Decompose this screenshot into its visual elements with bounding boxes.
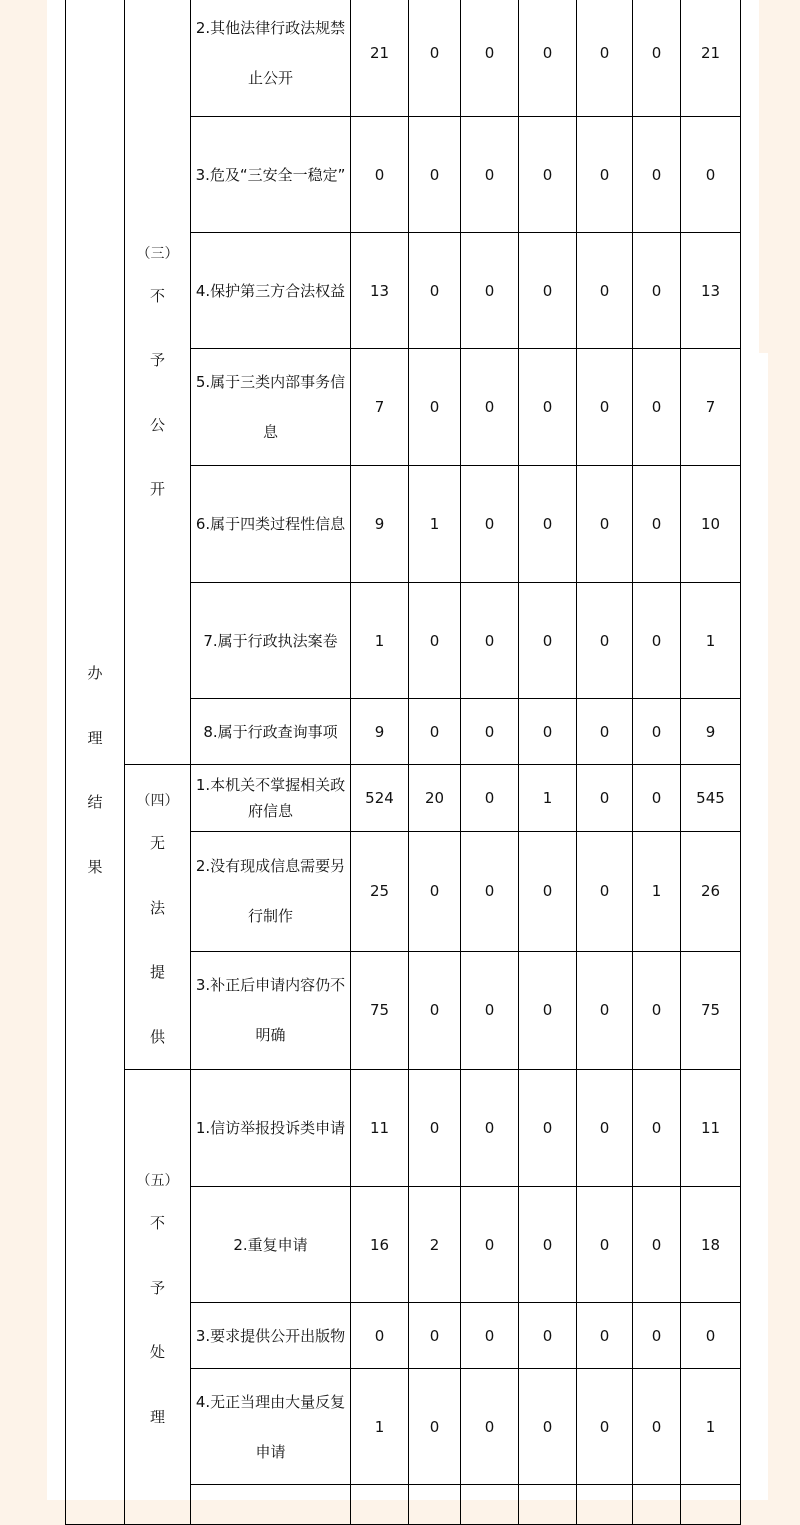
empty-cell xyxy=(351,1485,409,1525)
value-cell: 0 xyxy=(519,583,577,699)
subgroup-char: 法 xyxy=(149,898,165,917)
value-cell: 0 xyxy=(577,765,633,832)
subgroup-number: （四） xyxy=(136,793,179,809)
value-cell: 0 xyxy=(577,832,633,951)
value-cell: 0 xyxy=(577,951,633,1069)
empty-cell xyxy=(191,1485,351,1525)
value-cell: 0 xyxy=(519,699,577,765)
subgroup-char: 不 xyxy=(149,1214,165,1232)
value-cell: 0 xyxy=(633,1303,681,1369)
value-cell: 0 xyxy=(633,233,681,349)
value-cell: 1 xyxy=(681,1369,741,1485)
value-cell: 0 xyxy=(409,349,461,466)
value-cell: 0 xyxy=(633,951,681,1069)
row-label: 6.属于四类过程性信息 xyxy=(191,466,351,583)
value-cell: 9 xyxy=(351,466,409,583)
value-cell: 1 xyxy=(519,765,577,832)
value-cell: 0 xyxy=(519,832,577,951)
value-cell: 0 xyxy=(519,951,577,1069)
value-cell: 9 xyxy=(681,699,741,765)
value-cell: 7 xyxy=(681,349,741,466)
value-cell: 0 xyxy=(519,1187,577,1303)
value-cell: 0 xyxy=(577,466,633,583)
value-cell: 11 xyxy=(351,1070,409,1187)
value-cell: 1 xyxy=(351,583,409,699)
subgroup-char: 公 xyxy=(149,415,165,434)
value-cell: 11 xyxy=(681,1070,741,1187)
empty-cell xyxy=(409,1485,461,1525)
subgroup-char: 供 xyxy=(149,1027,165,1046)
subgroup-cell-group_c xyxy=(125,0,191,765)
value-cell: 0 xyxy=(633,466,681,583)
value-cell: 21 xyxy=(681,0,741,117)
value-cell: 0 xyxy=(681,117,741,233)
value-cell: 0 xyxy=(633,117,681,233)
row-label: 1.本机关不掌握相关政府信息 xyxy=(191,765,351,832)
value-cell: 0 xyxy=(633,349,681,466)
value-cell: 0 xyxy=(461,117,519,233)
value-cell: 0 xyxy=(409,951,461,1069)
row-label: 4.无正当理由大量反复申请 xyxy=(191,1369,351,1485)
value-cell: 0 xyxy=(633,1369,681,1485)
value-cell: 0 xyxy=(519,1070,577,1187)
value-cell: 0 xyxy=(461,1070,519,1187)
value-cell: 2 xyxy=(409,1187,461,1303)
outcome-label-char: 理 xyxy=(87,728,103,747)
value-cell: 0 xyxy=(461,1303,519,1369)
value-cell: 25 xyxy=(351,832,409,951)
value-cell: 0 xyxy=(577,583,633,699)
value-cell: 0 xyxy=(409,233,461,349)
value-cell: 0 xyxy=(577,117,633,233)
row-label: 5.属于三类内部事务信息 xyxy=(191,349,351,466)
value-cell: 524 xyxy=(351,765,409,832)
value-cell: 0 xyxy=(409,583,461,699)
value-cell: 0 xyxy=(409,1369,461,1485)
empty-cell xyxy=(577,1485,633,1525)
outcome-label xyxy=(66,614,124,899)
value-cell: 0 xyxy=(409,699,461,765)
subgroup-cell-group_e xyxy=(125,1070,191,1525)
value-cell: 0 xyxy=(461,1187,519,1303)
value-cell: 1 xyxy=(351,1369,409,1485)
value-cell: 1 xyxy=(681,583,741,699)
row-label: 4.保护第三方合法权益 xyxy=(191,233,351,349)
value-cell: 0 xyxy=(409,1070,461,1187)
subgroup-cell-group_d xyxy=(125,765,191,1070)
value-cell: 0 xyxy=(633,583,681,699)
row-label: 1.信访举报投诉类申请 xyxy=(191,1070,351,1187)
value-cell: 0 xyxy=(681,1303,741,1369)
value-cell: 0 xyxy=(409,832,461,951)
value-cell: 0 xyxy=(633,0,681,117)
value-cell: 0 xyxy=(577,699,633,765)
value-cell: 545 xyxy=(681,765,741,832)
value-cell: 0 xyxy=(461,583,519,699)
row-label: 3.补正后申请内容仍不明确 xyxy=(191,951,351,1069)
empty-cell xyxy=(461,1485,519,1525)
value-cell: 0 xyxy=(409,0,461,117)
value-cell: 0 xyxy=(519,233,577,349)
subgroup-char: 不 xyxy=(149,286,165,305)
value-cell: 0 xyxy=(409,117,461,233)
value-cell: 0 xyxy=(633,1070,681,1187)
subgroup-char: 予 xyxy=(149,1278,165,1297)
value-cell: 0 xyxy=(633,699,681,765)
value-cell: 0 xyxy=(461,765,519,832)
value-cell: 75 xyxy=(681,951,741,1069)
subgroup-char: 处 xyxy=(149,1343,165,1361)
value-cell: 0 xyxy=(461,832,519,951)
value-cell: 13 xyxy=(351,233,409,349)
subgroup-label xyxy=(125,765,190,1069)
value-cell: 20 xyxy=(409,765,461,832)
subgroup-char: 提 xyxy=(149,963,165,981)
value-cell: 0 xyxy=(519,1369,577,1485)
row-label: 7.属于行政执法案卷 xyxy=(191,583,351,699)
value-cell: 13 xyxy=(681,233,741,349)
outcome-label-char: 果 xyxy=(87,857,103,876)
table-row xyxy=(66,765,741,832)
value-cell: 10 xyxy=(681,466,741,583)
value-cell: 0 xyxy=(519,117,577,233)
value-cell: 0 xyxy=(351,1303,409,1369)
value-cell: 21 xyxy=(351,0,409,117)
value-cell: 1 xyxy=(409,466,461,583)
value-cell: 0 xyxy=(577,1070,633,1187)
outcome-label-char: 办 xyxy=(87,664,103,682)
value-cell: 0 xyxy=(461,0,519,117)
outcome-label-char: 结 xyxy=(87,793,103,811)
empty-cell xyxy=(633,1485,681,1525)
row-label: 2.其他法律行政法规禁止公开 xyxy=(191,0,351,117)
value-cell: 0 xyxy=(519,0,577,117)
empty-cell xyxy=(519,1485,577,1525)
row-label: 8.属于行政查询事项 xyxy=(191,699,351,765)
subgroup-number: （三） xyxy=(136,245,179,262)
value-cell: 0 xyxy=(519,1303,577,1369)
empty-cell xyxy=(681,1485,741,1525)
value-cell: 0 xyxy=(461,951,519,1069)
value-cell: 0 xyxy=(577,233,633,349)
subgroup-label xyxy=(125,1145,190,1449)
value-cell: 0 xyxy=(577,349,633,466)
subgroup-char: 开 xyxy=(149,480,165,498)
row-label: 3.要求提供公开出版物 xyxy=(191,1303,351,1369)
value-cell: 0 xyxy=(519,349,577,466)
panel-edge xyxy=(759,353,768,1500)
value-cell: 1 xyxy=(633,832,681,951)
value-cell: 0 xyxy=(461,233,519,349)
value-cell: 18 xyxy=(681,1187,741,1303)
value-cell: 0 xyxy=(633,1187,681,1303)
value-cell: 0 xyxy=(461,1369,519,1485)
subgroup-char: 理 xyxy=(149,1407,165,1426)
value-cell: 7 xyxy=(351,349,409,466)
row-label: 2.没有现成信息需要另行制作 xyxy=(191,832,351,951)
value-cell: 0 xyxy=(577,1303,633,1369)
value-cell: 0 xyxy=(461,349,519,466)
subgroup-label xyxy=(125,232,190,522)
subgroup-char: 予 xyxy=(149,351,165,369)
table-row xyxy=(66,0,741,117)
outcome-category-cell xyxy=(66,0,125,1525)
value-cell: 0 xyxy=(461,699,519,765)
value-cell: 26 xyxy=(681,832,741,951)
subgroup-char: 无 xyxy=(149,834,165,852)
subgroup-number: （五） xyxy=(136,1173,179,1189)
row-label: 3.危及“三安全一稳定” xyxy=(191,117,351,233)
value-cell: 0 xyxy=(577,1187,633,1303)
table-row xyxy=(66,1070,741,1187)
value-cell: 16 xyxy=(351,1187,409,1303)
value-cell: 0 xyxy=(577,1369,633,1485)
value-cell: 0 xyxy=(633,765,681,832)
value-cell: 75 xyxy=(351,951,409,1069)
row-label: 2.重复申请 xyxy=(191,1187,351,1303)
value-cell: 9 xyxy=(351,699,409,765)
value-cell: 0 xyxy=(351,117,409,233)
value-cell: 0 xyxy=(519,466,577,583)
panel-edge xyxy=(47,353,65,1500)
value-cell: 0 xyxy=(409,1303,461,1369)
disclosure-results-table xyxy=(65,0,741,1525)
value-cell: 0 xyxy=(577,0,633,117)
value-cell: 0 xyxy=(461,466,519,583)
